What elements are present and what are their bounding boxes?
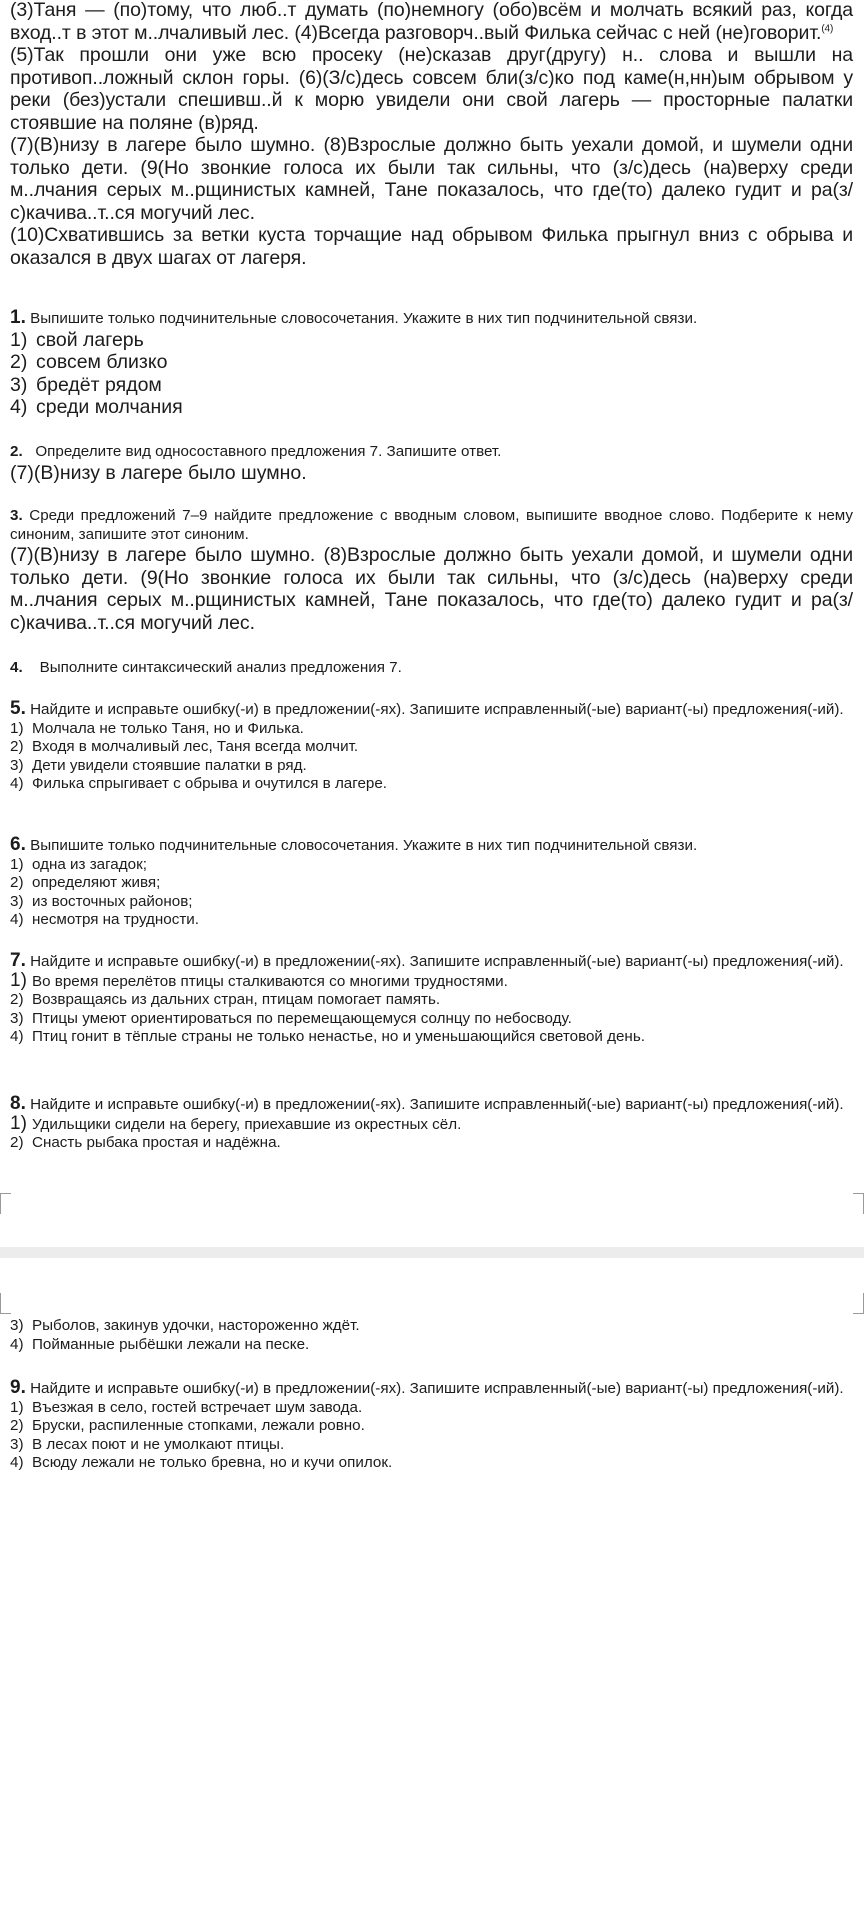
list-item: 4) несмотря на трудности.	[10, 911, 199, 929]
question-3	[10, 507, 853, 634]
page-corner-mark	[0, 1293, 11, 1314]
question-number: 3.	[10, 507, 23, 524]
question-5	[10, 700, 853, 794]
page-corner-mark	[0, 1193, 11, 1214]
list-item: 2) Входя в молчаливый лес, Таня всегда молчит.	[10, 738, 359, 756]
question-number: 2.	[10, 443, 23, 460]
question-text: (7)(В)низу в лагере было шумно. (8)Взрослые должно быть уехали домой, и шумели одни только дети. (9(Но звонкие голоса их были так сильны, что (з/с)десь (на)верху среди м..лчания серых м..рщинистых камней, Тане показалось, что где(то) далеко гудит и ра(з/с)качива..т..ся могучий лес.	[10, 544, 853, 634]
paragraph-3: (3)Таня — (по)тому, что люб..т думать (по)немногу (обо)всём и молчать всякий раз, когда вход..т в этот м..лчаливый лес. (4)Всегда разговорч..вый Филька сейчас с ней (не)говорит.$^{(4)}$	[10, 0, 853, 44]
list-item: 3) В лесах поют и не умолкают птицы.	[10, 1435, 285, 1453]
list-item: 3) Птицы умеют ориентироваться по перемещающемуся солнцу по небосводу.	[10, 1009, 572, 1027]
question-answer: (7)(В)низу в лагере было шумно.	[10, 461, 307, 484]
question-task: Определите вид односоставного предложения 7. Запишите ответ.	[35, 443, 502, 460]
list-item: 4) Птиц гонит в тёплые страны не только ненастье, но и уменьшающийся световой день.	[10, 1028, 645, 1046]
page-separator	[0, 1247, 864, 1258]
question-number: 6.	[10, 834, 26, 855]
paragraph-7: (7)(В)низу в лагере было шумно. (8)Взрослые должно быть уехали домой, и шумели одни только дети. (9(Но звонкие голоса их были так сильны, что (з/с)десь (на)верху среди м..лчания серых м..рщинистых камней, Тане показалось, что где(то) далеко гудит и ра(з/с)качива..т..ся могучий лес.	[10, 134, 853, 224]
question-number: 5.	[10, 698, 26, 719]
question-number: 4.	[10, 659, 23, 676]
question-8-continued	[10, 1317, 853, 1354]
question-task: Выполните синтаксический анализ предложения 7.	[39, 659, 402, 676]
list-item: 1) Во время перелётов птицы сталкиваются со многими трудностями.	[10, 969, 508, 991]
question-task: Найдите и исправьте ошибку(-и) в предложении(-ях). Запишите исправленный(-ые) вариант(-ы) предложения(-ий).	[30, 1380, 844, 1397]
question-task: Найдите и исправьте ошибку(-и) в предложении(-ях). Запишите исправленный(-ые) вариант(-ы) предложения(-ий).	[30, 953, 844, 970]
list-item: 1) одна из загадок;	[10, 855, 147, 873]
paragraph-10: (10)Схватившись за ветки куста торчащие над обрывом Филька прыгнул вниз с обрыва и оказался в двух шагах от лагеря.	[10, 224, 853, 269]
list-item: 4) Филька спрыгивает с обрыва и очутился в лагере.	[10, 775, 388, 793]
passage-text	[10, 0, 853, 269]
list-item: 2) Снасть рыбака простая и надёжна.	[10, 1134, 281, 1152]
question-task: Найдите и исправьте ошибку(-и) в предложении(-ях). Запишите исправленный(-ые) вариант(-ы) предложения(-ий).	[30, 701, 844, 718]
question-number: 7.	[10, 950, 26, 971]
list-item: 2) совсем близко	[10, 351, 168, 374]
footnote-marker: (4)	[821, 23, 834, 34]
question-6	[10, 836, 853, 930]
question-task: Найдите и исправьте ошибку(-и) в предложении(-ях). Запишите исправленный(-ые) вариант(-ы) предложения(-ий).	[30, 1096, 844, 1113]
list-item: 2) Бруски, распиленные стопками, лежали ровно.	[10, 1417, 365, 1435]
paragraph-5: (5)Так прошли они уже всю просеку (не)сказав друг(другу) н.. слова и вышли на противоп..ложный склон горы. (6)(З/с)десь совсем бли(з/с)ко под каме(н,нн)ым обрывом у реки (без)устали спешивш..й к морю увидели они свой лагерь — просторные палатки стоявшие на поляне (в)ряд.	[10, 44, 853, 134]
list-item: 3) Дети увидели стоявшие палатки в ряд.	[10, 756, 307, 774]
list-item: 3) Рыболов, закинув удочки, настороженно ждёт.	[10, 1317, 360, 1334]
question-number: 9.	[10, 1377, 26, 1398]
question-7	[10, 952, 853, 1047]
question-1	[10, 309, 853, 419]
list-item: 2) определяют живя;	[10, 874, 161, 892]
document-page-2	[0, 1258, 864, 1920]
page-corner-mark	[853, 1293, 864, 1314]
list-item: 4) среди молчания	[10, 396, 183, 419]
list-item: 1) свой лагерь	[10, 328, 144, 351]
list-item: 1) Въезжая в село, гостей встречает шум завода.	[10, 1398, 363, 1416]
list-item: 3) бредёт рядом	[10, 373, 162, 396]
question-2	[10, 443, 853, 484]
list-item: 4) Всюду лежали не только бревна, но и кучи опилок.	[10, 1454, 393, 1472]
question-number: 1.	[10, 307, 26, 328]
question-task: Выпишите только подчинительные словосочетания. Укажите в них тип подчинительной связи.	[30, 837, 698, 854]
question-task: Среди предложений 7–9 найдите предложение с вводным словом, выпишите вводное слово. Подберите к нему синоним, запишите этот синоним.	[10, 507, 853, 543]
list-item: 4) Пойманные рыбёшки лежали на песке.	[10, 1335, 310, 1353]
question-8	[10, 1095, 853, 1153]
question-task: Выпишите только подчинительные словосочетания. Укажите в них тип подчинительной связи.	[30, 310, 698, 327]
list-item: 1) Удильщики сидели на берегу, приехавшие из окрестных сёл.	[10, 1112, 462, 1134]
page-corner-mark	[853, 1193, 864, 1214]
question-number: 8.	[10, 1093, 26, 1114]
question-9	[10, 1379, 853, 1473]
list-item: 3) из восточных районов;	[10, 892, 193, 910]
list-item: 2) Возвращаясь из дальних стран, птицам помогает память.	[10, 991, 441, 1009]
list-item: 1) Молчала не только Таня, но и Филька.	[10, 719, 304, 737]
question-4	[10, 659, 853, 678]
